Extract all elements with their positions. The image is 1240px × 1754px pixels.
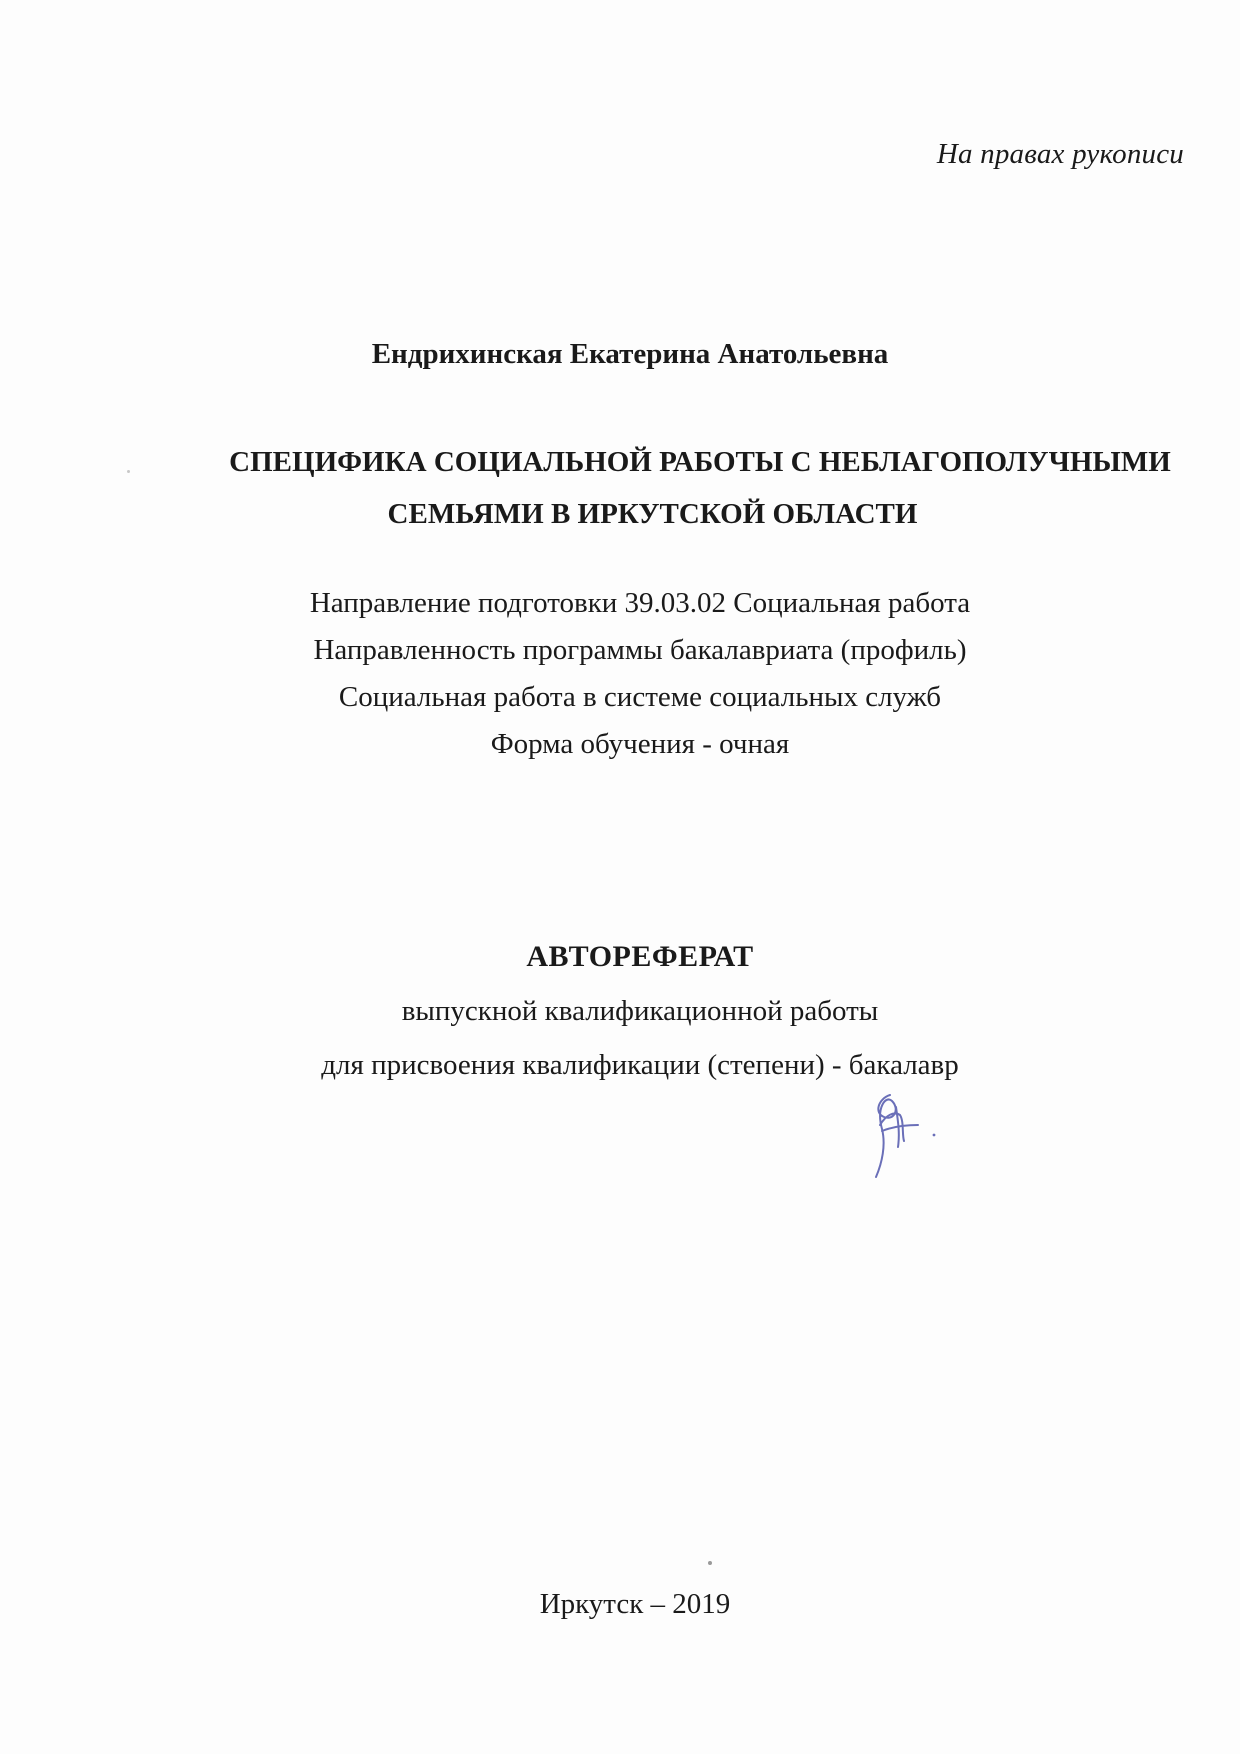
abstract-info: [0, 930, 1240, 1092]
study-form: Форма обучения - очная: [490, 728, 790, 760]
abstract-heading: АВТОРЕФЕРАТ: [526, 940, 754, 973]
manuscript-note: На правах рукописи: [936, 138, 1184, 170]
abstract-degree: для присвоения квалификации (степени) - бакалавр: [321, 1049, 959, 1081]
handwritten-signature-icon: [860, 1085, 940, 1185]
thesis-title-line: СПЕЦИФИКА СОЦИАЛЬНОЙ РАБОТЫ С НЕБЛАГОПОЛУЧНЫМИ: [229, 446, 1171, 478]
author-name: Ендрихинская Екатерина Анатольевна: [371, 338, 889, 370]
program-profile: Социальная работа в системе социальных служб: [338, 681, 942, 713]
program-orientation: Направленность программы бакалавриата (профиль): [313, 634, 967, 666]
abstract-subtitle: выпускной квалификационной работы: [401, 995, 879, 1027]
scan-speck: [708, 1561, 712, 1565]
program-info: [0, 580, 1240, 768]
city-year: Иркутск – 2019: [539, 1588, 731, 1620]
scan-speck: [127, 470, 130, 473]
thesis-title: [200, 436, 1200, 540]
thesis-title-line: СЕМЬЯМИ В ИРКУТСКОЙ ОБЛАСТИ: [387, 498, 918, 530]
program-direction: Направление подготовки 39.03.02 Социальная работа: [309, 587, 971, 619]
